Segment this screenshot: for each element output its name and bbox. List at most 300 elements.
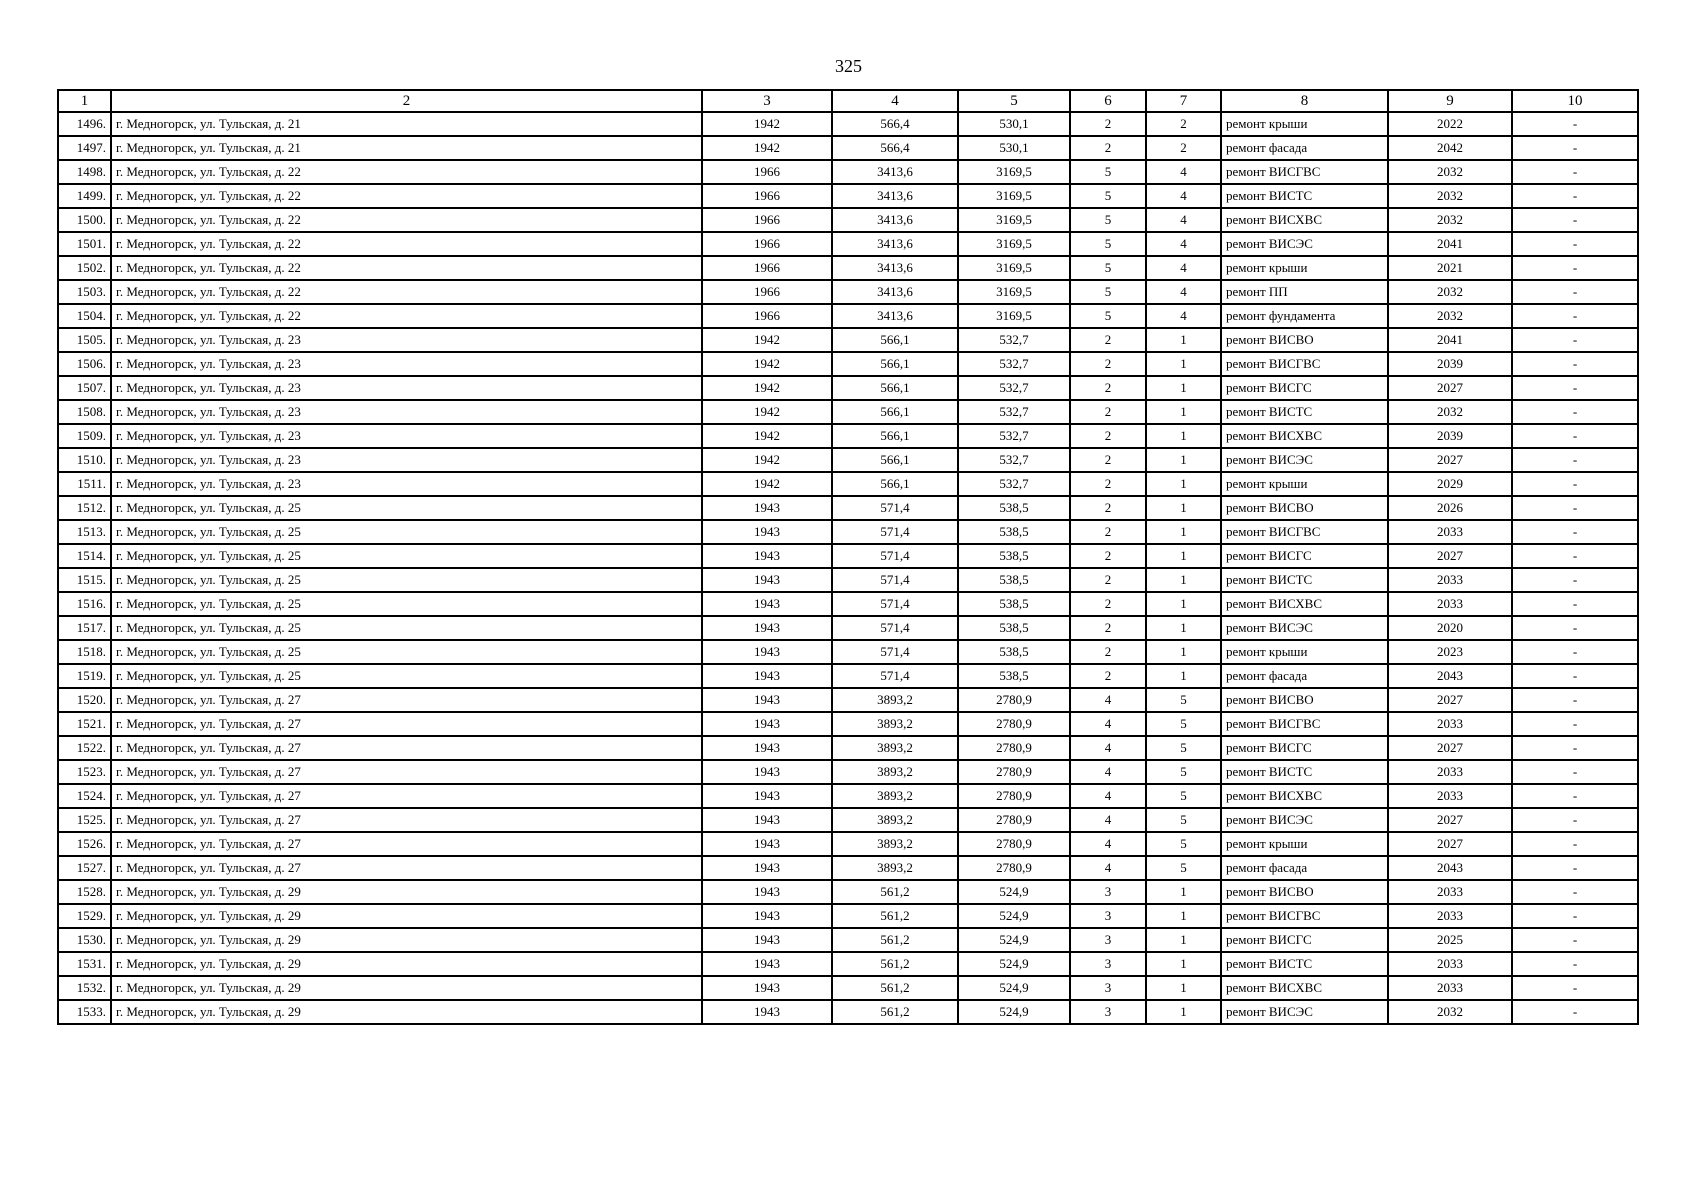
year-built-cell: 1942: [702, 328, 832, 352]
work-type-cell: ремонт ВИСЭС: [1221, 616, 1388, 640]
note-cell: -: [1512, 280, 1638, 304]
entrances-cell: 1: [1146, 352, 1221, 376]
floors-cell: 3: [1070, 904, 1146, 928]
total-area-cell: 571,4: [832, 568, 958, 592]
work-type-cell: ремонт крыши: [1221, 112, 1388, 136]
year-built-cell: 1943: [702, 784, 832, 808]
living-area-cell: 530,1: [958, 136, 1070, 160]
entrances-cell: 1: [1146, 328, 1221, 352]
address-cell: г. Медногорск, ул. Тульская, д. 23: [111, 400, 702, 424]
entrances-cell: 4: [1146, 256, 1221, 280]
work-type-cell: ремонт ВИСГВС: [1221, 712, 1388, 736]
floors-cell: 2: [1070, 424, 1146, 448]
work-type-cell: ремонт ВИСХВС: [1221, 976, 1388, 1000]
entrances-cell: 1: [1146, 472, 1221, 496]
entrances-cell: 1: [1146, 952, 1221, 976]
total-area-cell: 3413,6: [832, 208, 958, 232]
note-cell: -: [1512, 472, 1638, 496]
total-area-cell: 561,2: [832, 976, 958, 1000]
row-number-cell: 1511.: [58, 472, 111, 496]
floors-cell: 5: [1070, 256, 1146, 280]
table-row: [58, 232, 1638, 256]
note-cell: -: [1512, 760, 1638, 784]
total-area-cell: 571,4: [832, 496, 958, 520]
floors-cell: 2: [1070, 544, 1146, 568]
total-area-cell: 566,1: [832, 376, 958, 400]
entrances-cell: 4: [1146, 160, 1221, 184]
note-cell: -: [1512, 376, 1638, 400]
entrances-cell: 4: [1146, 232, 1221, 256]
living-area-cell: 3169,5: [958, 280, 1070, 304]
entrances-cell: 1: [1146, 976, 1221, 1000]
table-row: [58, 472, 1638, 496]
year-built-cell: 1943: [702, 544, 832, 568]
year-built-cell: 1943: [702, 736, 832, 760]
row-number-cell: 1530.: [58, 928, 111, 952]
planned-year-cell: 2022: [1388, 112, 1512, 136]
planned-year-cell: 2027: [1388, 832, 1512, 856]
living-area-cell: 524,9: [958, 952, 1070, 976]
entrances-cell: 5: [1146, 688, 1221, 712]
planned-year-cell: 2021: [1388, 256, 1512, 280]
planned-year-cell: 2032: [1388, 160, 1512, 184]
work-type-cell: ремонт фасада: [1221, 856, 1388, 880]
column-number-row: [58, 90, 1638, 112]
living-area-cell: 2780,9: [958, 712, 1070, 736]
table-row: [58, 736, 1638, 760]
floors-cell: 2: [1070, 520, 1146, 544]
table-row: [58, 160, 1638, 184]
work-type-cell: ремонт ВИСГВС: [1221, 904, 1388, 928]
floors-cell: 2: [1070, 592, 1146, 616]
work-type-cell: ремонт крыши: [1221, 472, 1388, 496]
floors-cell: 4: [1070, 736, 1146, 760]
address-cell: г. Медногорск, ул. Тульская, д. 27: [111, 784, 702, 808]
note-cell: -: [1512, 496, 1638, 520]
address-cell: г. Медногорск, ул. Тульская, д. 22: [111, 232, 702, 256]
note-cell: -: [1512, 856, 1638, 880]
floors-cell: 5: [1070, 184, 1146, 208]
work-type-cell: ремонт ВИСВО: [1221, 328, 1388, 352]
planned-year-cell: 2027: [1388, 736, 1512, 760]
year-built-cell: 1943: [702, 1000, 832, 1024]
table-row: [58, 784, 1638, 808]
total-area-cell: 3893,2: [832, 712, 958, 736]
work-type-cell: ремонт фундамента: [1221, 304, 1388, 328]
year-built-cell: 1942: [702, 424, 832, 448]
note-cell: -: [1512, 880, 1638, 904]
note-cell: -: [1512, 520, 1638, 544]
work-type-cell: ремонт ВИСГС: [1221, 736, 1388, 760]
living-area-cell: 538,5: [958, 616, 1070, 640]
year-built-cell: 1942: [702, 112, 832, 136]
note-cell: -: [1512, 736, 1638, 760]
column-header: 8: [1221, 90, 1388, 112]
work-type-cell: ремонт ВИСТС: [1221, 568, 1388, 592]
total-area-cell: 3893,2: [832, 808, 958, 832]
planned-year-cell: 2043: [1388, 664, 1512, 688]
entrances-cell: 1: [1146, 544, 1221, 568]
column-header: 4: [832, 90, 958, 112]
year-built-cell: 1942: [702, 448, 832, 472]
floors-cell: 4: [1070, 856, 1146, 880]
note-cell: -: [1512, 1000, 1638, 1024]
year-built-cell: 1966: [702, 160, 832, 184]
address-cell: г. Медногорск, ул. Тульская, д. 22: [111, 280, 702, 304]
living-area-cell: 530,1: [958, 112, 1070, 136]
table-row: [58, 184, 1638, 208]
note-cell: -: [1512, 352, 1638, 376]
row-number-cell: 1512.: [58, 496, 111, 520]
total-area-cell: 566,1: [832, 352, 958, 376]
address-cell: г. Медногорск, ул. Тульская, д. 25: [111, 640, 702, 664]
floors-cell: 2: [1070, 136, 1146, 160]
living-area-cell: 2780,9: [958, 856, 1070, 880]
entrances-cell: 5: [1146, 784, 1221, 808]
year-built-cell: 1943: [702, 568, 832, 592]
planned-year-cell: 2027: [1388, 688, 1512, 712]
total-area-cell: 3413,6: [832, 280, 958, 304]
table-row: [58, 352, 1638, 376]
row-number-cell: 1522.: [58, 736, 111, 760]
planned-year-cell: 2041: [1388, 328, 1512, 352]
total-area-cell: 561,2: [832, 880, 958, 904]
total-area-cell: 3893,2: [832, 832, 958, 856]
work-type-cell: ремонт ВИСТС: [1221, 760, 1388, 784]
planned-year-cell: 2033: [1388, 568, 1512, 592]
total-area-cell: 566,1: [832, 448, 958, 472]
note-cell: -: [1512, 808, 1638, 832]
address-cell: г. Медногорск, ул. Тульская, д. 22: [111, 160, 702, 184]
note-cell: -: [1512, 184, 1638, 208]
planned-year-cell: 2033: [1388, 520, 1512, 544]
address-cell: г. Медногорск, ул. Тульская, д. 25: [111, 664, 702, 688]
row-number-cell: 1506.: [58, 352, 111, 376]
planned-year-cell: 2027: [1388, 376, 1512, 400]
total-area-cell: 571,4: [832, 520, 958, 544]
table-row: [58, 976, 1638, 1000]
work-type-cell: ремонт ВИСХВС: [1221, 592, 1388, 616]
row-number-cell: 1533.: [58, 1000, 111, 1024]
year-built-cell: 1943: [702, 856, 832, 880]
floors-cell: 4: [1070, 784, 1146, 808]
entrances-cell: 1: [1146, 376, 1221, 400]
row-number-cell: 1508.: [58, 400, 111, 424]
total-area-cell: 566,1: [832, 400, 958, 424]
note-cell: -: [1512, 664, 1638, 688]
work-type-cell: ремонт ВИСЭС: [1221, 808, 1388, 832]
entrances-cell: 5: [1146, 760, 1221, 784]
total-area-cell: 566,4: [832, 112, 958, 136]
living-area-cell: 538,5: [958, 568, 1070, 592]
year-built-cell: 1943: [702, 712, 832, 736]
year-built-cell: 1943: [702, 592, 832, 616]
total-area-cell: 561,2: [832, 952, 958, 976]
row-number-cell: 1499.: [58, 184, 111, 208]
floors-cell: 2: [1070, 376, 1146, 400]
entrances-cell: 1: [1146, 616, 1221, 640]
total-area-cell: 571,4: [832, 616, 958, 640]
column-header: 7: [1146, 90, 1221, 112]
note-cell: -: [1512, 928, 1638, 952]
year-built-cell: 1943: [702, 664, 832, 688]
year-built-cell: 1943: [702, 952, 832, 976]
year-built-cell: 1942: [702, 352, 832, 376]
entrances-cell: 1: [1146, 880, 1221, 904]
column-header: 6: [1070, 90, 1146, 112]
table-row: [58, 688, 1638, 712]
entrances-cell: 1: [1146, 400, 1221, 424]
address-cell: г. Медногорск, ул. Тульская, д. 25: [111, 568, 702, 592]
entrances-cell: 5: [1146, 736, 1221, 760]
table-row: [58, 400, 1638, 424]
note-cell: -: [1512, 112, 1638, 136]
planned-year-cell: 2039: [1388, 424, 1512, 448]
total-area-cell: 566,1: [832, 328, 958, 352]
address-cell: г. Медногорск, ул. Тульская, д. 25: [111, 520, 702, 544]
work-type-cell: ремонт крыши: [1221, 832, 1388, 856]
year-built-cell: 1966: [702, 304, 832, 328]
table-row: [58, 856, 1638, 880]
address-cell: г. Медногорск, ул. Тульская, д. 25: [111, 616, 702, 640]
table-row: [58, 760, 1638, 784]
floors-cell: 2: [1070, 328, 1146, 352]
table-row: [58, 928, 1638, 952]
planned-year-cell: 2020: [1388, 616, 1512, 640]
work-type-cell: ремонт ВИСТС: [1221, 952, 1388, 976]
address-cell: г. Медногорск, ул. Тульская, д. 27: [111, 760, 702, 784]
table-row: [58, 544, 1638, 568]
table-row: [58, 448, 1638, 472]
work-type-cell: ремонт ВИСВО: [1221, 496, 1388, 520]
floors-cell: 2: [1070, 496, 1146, 520]
entrances-cell: 1: [1146, 928, 1221, 952]
table-row: [58, 304, 1638, 328]
entrances-cell: 5: [1146, 712, 1221, 736]
note-cell: -: [1512, 232, 1638, 256]
living-area-cell: 2780,9: [958, 736, 1070, 760]
note-cell: -: [1512, 304, 1638, 328]
address-cell: г. Медногорск, ул. Тульская, д. 25: [111, 496, 702, 520]
planned-year-cell: 2033: [1388, 904, 1512, 928]
year-built-cell: 1966: [702, 184, 832, 208]
planned-year-cell: 2033: [1388, 760, 1512, 784]
planned-year-cell: 2027: [1388, 808, 1512, 832]
address-cell: г. Медногорск, ул. Тульская, д. 23: [111, 424, 702, 448]
floors-cell: 4: [1070, 688, 1146, 712]
row-number-cell: 1501.: [58, 232, 111, 256]
planned-year-cell: 2033: [1388, 880, 1512, 904]
row-number-cell: 1526.: [58, 832, 111, 856]
table-row: [58, 496, 1638, 520]
table-row: [58, 664, 1638, 688]
planned-year-cell: 2023: [1388, 640, 1512, 664]
row-number-cell: 1498.: [58, 160, 111, 184]
planned-year-cell: 2029: [1388, 472, 1512, 496]
planned-year-cell: 2033: [1388, 592, 1512, 616]
work-type-cell: ремонт ВИСГВС: [1221, 352, 1388, 376]
living-area-cell: 524,9: [958, 1000, 1070, 1024]
floors-cell: 2: [1070, 472, 1146, 496]
row-number-cell: 1503.: [58, 280, 111, 304]
row-number-cell: 1517.: [58, 616, 111, 640]
total-area-cell: 566,1: [832, 424, 958, 448]
table-row: [58, 712, 1638, 736]
floors-cell: 2: [1070, 112, 1146, 136]
planned-year-cell: 2032: [1388, 280, 1512, 304]
living-area-cell: 538,5: [958, 640, 1070, 664]
living-area-cell: 538,5: [958, 664, 1070, 688]
work-type-cell: ремонт фасада: [1221, 136, 1388, 160]
floors-cell: 2: [1070, 640, 1146, 664]
note-cell: -: [1512, 544, 1638, 568]
row-number-cell: 1497.: [58, 136, 111, 160]
table-row: [58, 208, 1638, 232]
column-header: 3: [702, 90, 832, 112]
planned-year-cell: 2032: [1388, 400, 1512, 424]
column-header: 10: [1512, 90, 1638, 112]
address-cell: г. Медногорск, ул. Тульская, д. 22: [111, 256, 702, 280]
repair-schedule-table: [57, 89, 1639, 1025]
floors-cell: 2: [1070, 616, 1146, 640]
planned-year-cell: 2041: [1388, 232, 1512, 256]
table-row: [58, 592, 1638, 616]
column-header: 9: [1388, 90, 1512, 112]
total-area-cell: 561,2: [832, 928, 958, 952]
work-type-cell: ремонт крыши: [1221, 640, 1388, 664]
living-area-cell: 532,7: [958, 376, 1070, 400]
row-number-cell: 1514.: [58, 544, 111, 568]
entrances-cell: 1: [1146, 424, 1221, 448]
total-area-cell: 3893,2: [832, 736, 958, 760]
total-area-cell: 3893,2: [832, 856, 958, 880]
floors-cell: 5: [1070, 160, 1146, 184]
total-area-cell: 3413,6: [832, 160, 958, 184]
floors-cell: 3: [1070, 1000, 1146, 1024]
total-area-cell: 3893,2: [832, 760, 958, 784]
entrances-cell: 1: [1146, 904, 1221, 928]
address-cell: г. Медногорск, ул. Тульская, д. 21: [111, 112, 702, 136]
floors-cell: 4: [1070, 712, 1146, 736]
total-area-cell: 3893,2: [832, 688, 958, 712]
floors-cell: 4: [1070, 760, 1146, 784]
row-number-cell: 1505.: [58, 328, 111, 352]
floors-cell: 5: [1070, 280, 1146, 304]
work-type-cell: ремонт ВИСТС: [1221, 184, 1388, 208]
address-cell: г. Медногорск, ул. Тульская, д. 27: [111, 808, 702, 832]
table-row: [58, 328, 1638, 352]
note-cell: -: [1512, 424, 1638, 448]
year-built-cell: 1942: [702, 376, 832, 400]
floors-cell: 5: [1070, 232, 1146, 256]
note-cell: -: [1512, 592, 1638, 616]
entrances-cell: 1: [1146, 592, 1221, 616]
living-area-cell: 532,7: [958, 472, 1070, 496]
address-cell: г. Медногорск, ул. Тульская, д. 22: [111, 304, 702, 328]
entrances-cell: 5: [1146, 808, 1221, 832]
address-cell: г. Медногорск, ул. Тульская, д. 27: [111, 712, 702, 736]
work-type-cell: ремонт фасада: [1221, 664, 1388, 688]
row-number-cell: 1515.: [58, 568, 111, 592]
living-area-cell: 538,5: [958, 544, 1070, 568]
year-built-cell: 1943: [702, 928, 832, 952]
note-cell: -: [1512, 616, 1638, 640]
planned-year-cell: 2043: [1388, 856, 1512, 880]
row-number-cell: 1500.: [58, 208, 111, 232]
entrances-cell: 1: [1146, 496, 1221, 520]
floors-cell: 5: [1070, 208, 1146, 232]
planned-year-cell: 2033: [1388, 712, 1512, 736]
work-type-cell: ремонт ВИСВО: [1221, 880, 1388, 904]
note-cell: -: [1512, 832, 1638, 856]
year-built-cell: 1943: [702, 904, 832, 928]
living-area-cell: 524,9: [958, 928, 1070, 952]
work-type-cell: ремонт ВИСГС: [1221, 544, 1388, 568]
column-header: 2: [111, 90, 702, 112]
planned-year-cell: 2033: [1388, 952, 1512, 976]
living-area-cell: 3169,5: [958, 184, 1070, 208]
work-type-cell: ремонт ВИСХВС: [1221, 208, 1388, 232]
total-area-cell: 3893,2: [832, 784, 958, 808]
address-cell: г. Медногорск, ул. Тульская, д. 25: [111, 592, 702, 616]
note-cell: -: [1512, 904, 1638, 928]
row-number-cell: 1529.: [58, 904, 111, 928]
total-area-cell: 566,4: [832, 136, 958, 160]
living-area-cell: 3169,5: [958, 208, 1070, 232]
work-type-cell: ремонт ВИСГВС: [1221, 520, 1388, 544]
floors-cell: 2: [1070, 568, 1146, 592]
note-cell: -: [1512, 208, 1638, 232]
floors-cell: 2: [1070, 448, 1146, 472]
address-cell: г. Медногорск, ул. Тульская, д. 29: [111, 1000, 702, 1024]
row-number-cell: 1513.: [58, 520, 111, 544]
address-cell: г. Медногорск, ул. Тульская, д. 23: [111, 448, 702, 472]
planned-year-cell: 2042: [1388, 136, 1512, 160]
total-area-cell: 3413,6: [832, 232, 958, 256]
note-cell: -: [1512, 136, 1638, 160]
row-number-cell: 1532.: [58, 976, 111, 1000]
planned-year-cell: 2027: [1388, 544, 1512, 568]
living-area-cell: 538,5: [958, 496, 1070, 520]
address-cell: г. Медногорск, ул. Тульская, д. 29: [111, 976, 702, 1000]
living-area-cell: 3169,5: [958, 256, 1070, 280]
floors-cell: 2: [1070, 664, 1146, 688]
note-cell: -: [1512, 328, 1638, 352]
living-area-cell: 538,5: [958, 520, 1070, 544]
row-number-cell: 1509.: [58, 424, 111, 448]
living-area-cell: 524,9: [958, 904, 1070, 928]
address-cell: г. Медногорск, ул. Тульская, д. 27: [111, 736, 702, 760]
table-row: [58, 280, 1638, 304]
entrances-cell: 5: [1146, 832, 1221, 856]
total-area-cell: 571,4: [832, 640, 958, 664]
table-row: [58, 256, 1638, 280]
work-type-cell: ремонт ВИСТС: [1221, 400, 1388, 424]
table-body: [58, 112, 1638, 1024]
column-header: 5: [958, 90, 1070, 112]
address-cell: г. Медногорск, ул. Тульская, д. 23: [111, 472, 702, 496]
living-area-cell: 532,7: [958, 448, 1070, 472]
note-cell: -: [1512, 160, 1638, 184]
year-built-cell: 1943: [702, 520, 832, 544]
planned-year-cell: 2032: [1388, 304, 1512, 328]
floors-cell: 3: [1070, 952, 1146, 976]
note-cell: -: [1512, 568, 1638, 592]
total-area-cell: 566,1: [832, 472, 958, 496]
living-area-cell: 538,5: [958, 592, 1070, 616]
year-built-cell: 1966: [702, 256, 832, 280]
work-type-cell: ремонт ПП: [1221, 280, 1388, 304]
